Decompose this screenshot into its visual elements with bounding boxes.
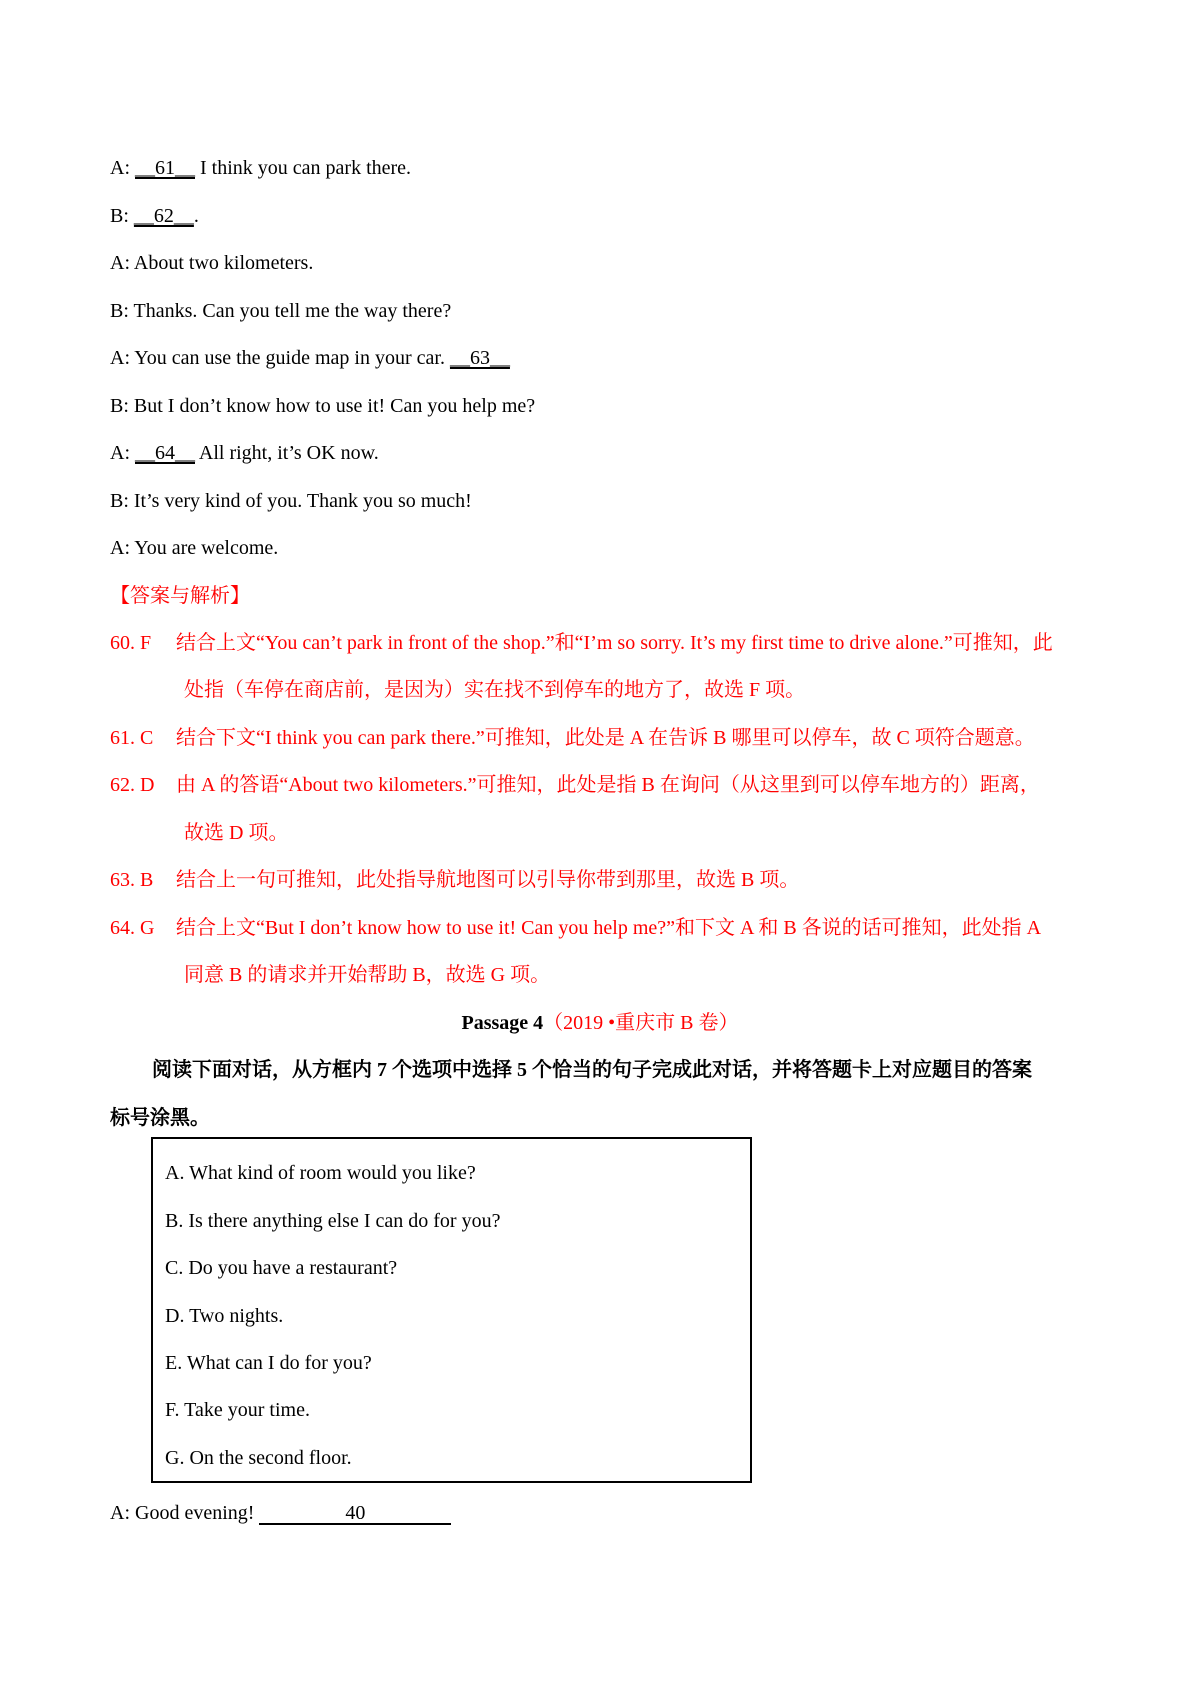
blank-61: __61__	[135, 157, 195, 179]
option-c: C. Do you have a restaurant?	[165, 1257, 398, 1279]
speaker-label: A: Good evening!	[110, 1502, 260, 1524]
answer-number: 64. G	[110, 917, 155, 939]
blank-63: __63__	[449, 347, 510, 369]
blank-62: __62__	[133, 205, 194, 227]
dialogue-text: All right, it’s OK now.	[195, 442, 379, 464]
answer-number: 60. F	[110, 632, 152, 654]
option-f: F. Take your time.	[165, 1399, 310, 1421]
option-d: D. Two nights.	[165, 1305, 284, 1327]
answer-62	[110, 772, 1040, 798]
dialogue-line-9: A: You are welcome.	[110, 537, 279, 559]
speaker-label: A:	[110, 442, 135, 464]
passage-source: （2019 •重庆市 B 卷）	[543, 1012, 739, 1034]
speaker-label: B:	[110, 205, 134, 227]
answer-63	[110, 867, 799, 893]
dialogue-line-63	[110, 345, 510, 371]
answer-text: 由 A 的答语“About two kilometers.”可推知，此处是指 B 在询问（从这里到可以停车地方的）距离，	[176, 774, 1040, 796]
answer-number: 63. B	[110, 869, 154, 891]
instruction-line-2: 标号涂黑。	[110, 1107, 210, 1129]
instruction-line-1: 阅读下面对话，从方框内 7 个选项中选择 5 个恰当的句子完成此对话，并将答题卡上对应题目的答案	[152, 1059, 1032, 1081]
answer-number: 61. C	[110, 727, 154, 749]
speaker-label: A:	[110, 157, 135, 179]
dialogue-text: A: You can use the guide map in your car.	[110, 347, 450, 369]
dialogue-line-3: A: About two kilometers.	[110, 252, 314, 274]
blank-64: __64__	[135, 442, 195, 464]
option-b: B. Is there anything else I can do for you?	[165, 1210, 501, 1232]
option-a: A. What kind of room would you like?	[165, 1162, 476, 1184]
dialogue-text: .	[193, 205, 199, 227]
answer-text: 结合上文“You can’t park in front of the shop.”和“I’m so sorry. It’s my first time to drive alone.”可推知，此	[176, 632, 1053, 654]
dialogue-line-64	[110, 440, 379, 466]
answer-64	[110, 915, 1041, 941]
answer-text: 结合下文“I think you can park there.”可推知，此处是 A 在告诉 B 哪里可以停车，故 C 项符合题意。	[176, 727, 1035, 749]
answer-text: 结合上文“But I don’t know how to use it! Can you help me?”和下文 A 和 B 各说的话可推知，此处指 A	[176, 917, 1042, 939]
option-e: E. What can I do for you?	[165, 1352, 372, 1374]
passage-name: Passage 4	[461, 1012, 544, 1034]
dialogue-line-4: B: Thanks. Can you tell me the way there?	[110, 300, 452, 322]
answer-62-cont: 故选 D 项。	[184, 822, 289, 844]
answer-64-cont: 同意 B 的请求并开始帮助 B，故选 G 项。	[184, 964, 551, 986]
passage-title	[0, 1010, 1200, 1036]
answer-61	[110, 725, 1035, 751]
answer-60	[110, 630, 1053, 656]
dialogue-line-6: B: But I don’t know how to use it! Can you help me?	[110, 395, 536, 417]
options-box	[151, 1137, 752, 1483]
answer-number: 62. D	[110, 774, 155, 796]
dialogue-line-61	[110, 155, 411, 181]
answers-header: 【答案与解析】	[110, 585, 250, 607]
dialogue-line-62	[110, 203, 199, 229]
option-g: G. On the second floor.	[165, 1447, 352, 1469]
answer-text: 结合上一句可推知，此处指导航地图可以引导你带到那里，故选 B 项。	[176, 869, 800, 891]
dialogue-text: I think you can park there.	[195, 157, 412, 179]
blank-40: 40	[259, 1503, 451, 1525]
answer-60-cont: 处指（车停在商店前，是因为）实在找不到停车的地方了，故选 F 项。	[184, 679, 806, 701]
dialogue-line-40	[110, 1500, 451, 1526]
dialogue-line-8: B: It’s very kind of you. Thank you so much!	[110, 490, 472, 512]
